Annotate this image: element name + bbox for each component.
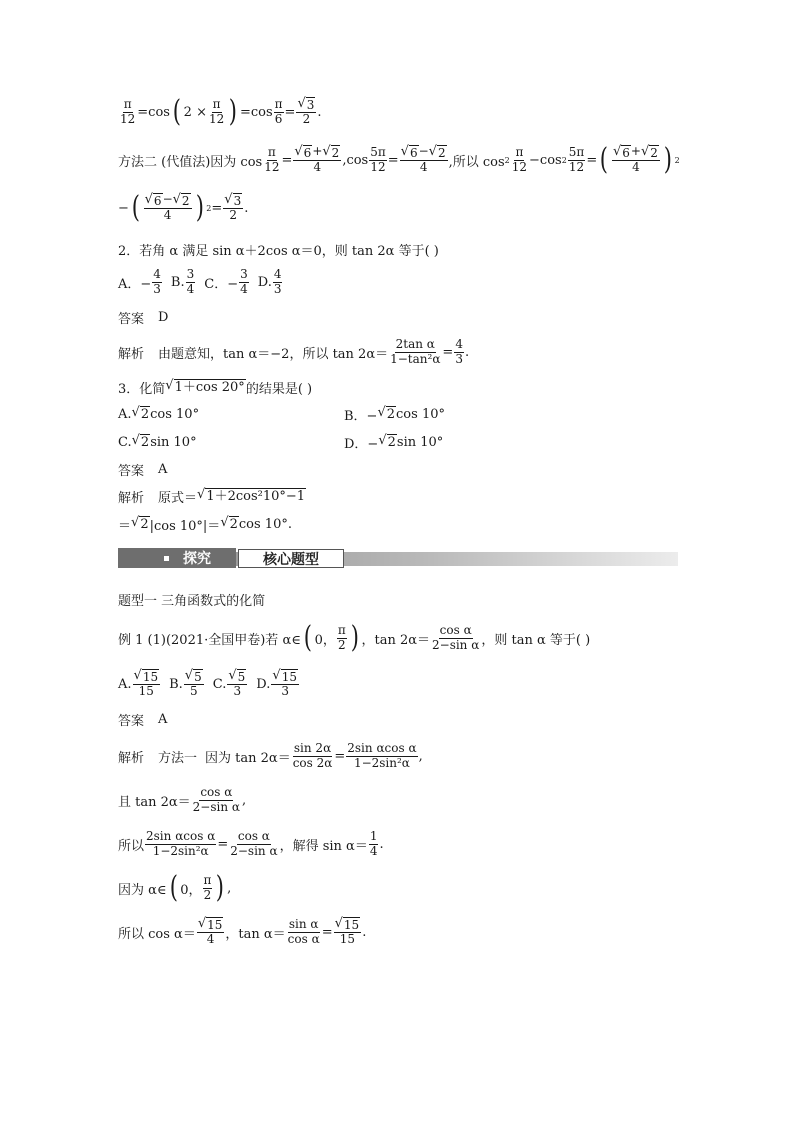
question-2-options	[118, 262, 678, 302]
option-c: C. √ 5 3	[212, 667, 246, 699]
example-1-stem: 例 1 (1)(2021·全国甲卷)若 α∈ ( 0， $\frac{\pi}{2}$ ) ，tan 2α＝ $\frac{\text{cos α}}{\text{2−sin α}}$ ，则 tan α 等于( )	[118, 620, 591, 655]
option-d: D．− √ 2 sin 10°	[344, 432, 444, 452]
banner-tab-core-types: 核心题型	[238, 549, 344, 568]
option-a: A. √ 15 15	[118, 667, 159, 699]
question-2-analysis: 解析 由题意知，tan α＝−2，所以 tan 2α＝ $\frac{\text{2tan α}}{\text{1−tan²α}}$ = $\frac{4}{3}$ .	[118, 336, 470, 366]
question-2-stem: 2．若角 α 满足 sin α＋2cos α＝0，则 tan 2α 等于( )	[118, 243, 439, 259]
question-2-answer: 答案 D	[118, 309, 169, 327]
method-two-label: 方法二 (代值法)因为 cos	[118, 154, 263, 170]
option-c: C．− $\frac{3}{4}$	[204, 266, 248, 296]
option-b: B．− √ 2 cos 10°	[344, 404, 445, 424]
example-1-analysis-5: 所以 cos α＝ √ 15 4 ，tan α＝ $\frac{\text{sin α}}{\text{cos α}}$ = √ 15 15 .	[118, 915, 367, 947]
option-a: A. √ 2 cos 10°	[118, 404, 200, 422]
fraction: $\frac{\pi}{12}$	[120, 96, 136, 126]
option-b: B. √ 5 5	[169, 667, 202, 699]
example-1-answer: 答案 A	[118, 711, 168, 729]
question-3-analysis: 解析 原式＝ √ 1＋2cos²10°−1	[118, 486, 306, 506]
solution-line-1: $\frac{\pi}{12}$ =cos ( 2 × $\frac{\pi}{12}$ ) =cos $\frac{\pi}{6}$ = √ 3 2 .	[120, 94, 322, 129]
page-content	[118, 92, 678, 954]
question-3-answer: 答案 A	[118, 461, 168, 479]
banner-tab-explore: 探究	[118, 548, 236, 568]
option-d: D. $\frac{4}{3}$	[257, 266, 282, 296]
option-c: C. √ 2 sin 10°	[118, 432, 197, 450]
example-1-analysis-3: 所以 $\frac{\text{2sin αcos α}}{\text{1−2sin²α}}$ = $\frac{\text{cos α}}{\text{2−sin α}}$ ，解得 sin α＝ $\frac{1}{4}$ .	[118, 828, 384, 858]
option-a: A．− $\frac{4}{3}$	[118, 266, 161, 296]
question-3-options-cd	[118, 428, 678, 456]
question-3-stem: 3．化简 √ 1＋cos 20° 的结果是( )	[118, 377, 313, 397]
example-1-analysis-4: 因为 α∈ ( 0， $\frac{\pi}{2}$ ) ,	[118, 870, 232, 905]
example-1-analysis-2: 且 tan 2α＝ $\frac{\text{cos α}}{\text{2−sin α}}$ ,	[118, 784, 247, 814]
type-1-title: 题型一 三角函数式的化简	[118, 593, 266, 609]
example-1-analysis-1: 解析 方法一 因为 tan 2α＝ $\frac{\sin 2\alpha}{\cos 2\alpha}$ = $\frac{\text{2sin αcos α}}{\text{1−2sin²α}}$ ,	[118, 740, 423, 770]
question-3-options-ab	[118, 400, 678, 428]
option-b: B. $\frac{3}{4}$	[170, 266, 195, 296]
section-banner	[118, 548, 678, 570]
solution-line-2: 方法二 (代值法)因为 cos $\frac{\pi}{12}$ = √ 6 + √ 2 4 ,cos $\frac{5\pi}{12}$ = √ 6 − √ 2 4 ,所以 cos 2 $\frac{\pi}{12}$ −cos 2 $\frac{5\pi}{12}$ = ( √ 6 + √ 2 4 ) 2	[118, 142, 680, 177]
example-1-options	[118, 662, 678, 706]
option-d: D. √ 15 3	[256, 667, 297, 699]
solution-line-3: − ( √ 6 − √ 2 4 ) 2 = √ 3 2 .	[118, 190, 249, 225]
question-3-analysis-line-2: ＝ √ 2 |cos 10°|＝ √ 2 cos 10°.	[118, 514, 292, 534]
